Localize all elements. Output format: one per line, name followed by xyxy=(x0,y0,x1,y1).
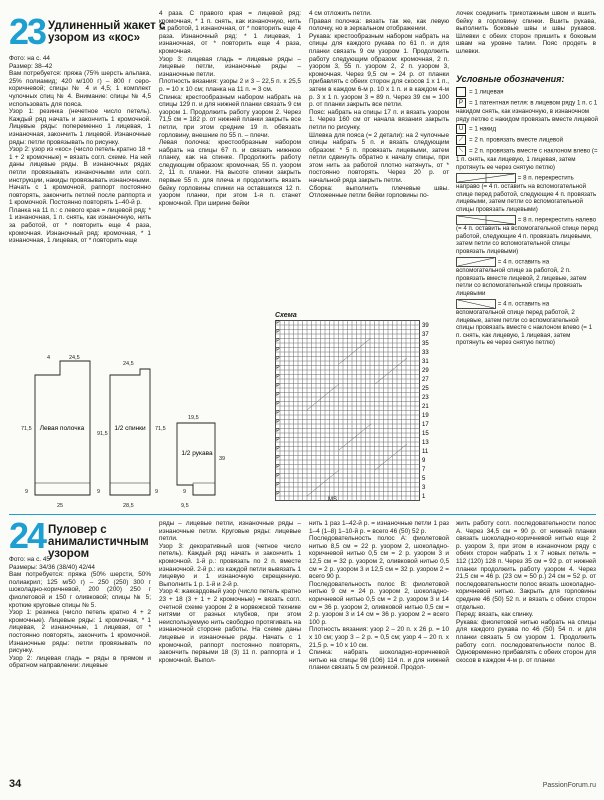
legend-text: = 2 п. провязать вместе лицевой xyxy=(469,136,564,144)
legend-text: = 1 лицевая xyxy=(469,88,504,96)
paragraph: нить 1 раз 1–42-й р. = изнаночные петли 1 раз 1–4 (1–8) 1–10-й р. = всего 46 (50) 52 р. xyxy=(309,520,449,535)
paragraph: лочек соединить трикотажным швом и вшить бейку в горловину спинки. Вшить рукава, выполнить боковые швы и швы рукавов. Шлевки с обеих сторон пришить к боковым швам на уровне талии. Пояс продеть в шлевки. xyxy=(456,10,596,55)
patent-stitch-mark: P xyxy=(276,464,280,471)
chart-row-number: 1 xyxy=(422,494,426,500)
paragraph: Спинка: крестообразным набором набрать на спицы 129 п. и для нижней планки связать 9 см узором 1. Продолжить работу узором 2. Через 71,5 см = 182 р. от нижней планки закрыть все петли, при этом средние 19 п. обвязать горловину, внешние по 55 п. – плечи. xyxy=(159,93,301,139)
patent-stitch-mark: P xyxy=(276,374,280,381)
paragraph: Правая полочка: вязать так же, как левую полочку, но в зеркальном отображении. xyxy=(309,17,449,33)
p24-col2 xyxy=(159,520,301,664)
paragraph: Вам потребуется: пряжа (50% шерсти, 50% полиакрил; 125 м/50 г) – 250 (250) 300 г шоколадно-коричневой, 200 (200) 250 г фиолетовой и 150 г оливковой; спицы № 5; кроткие круговые спицы № 5. xyxy=(9,571,151,609)
chart-row-number: 13 xyxy=(422,440,429,446)
chart-row-number: 23 xyxy=(422,395,429,401)
dim-label: 9,5 xyxy=(181,503,189,509)
paragraph: Фото: на с. 45 xyxy=(9,556,50,563)
chart-row-number: 17 xyxy=(422,422,429,428)
paragraph: Узор 2: лицевая гладь = ряды в прямом и обратном направлении: лицевые xyxy=(9,654,151,670)
chart-row-number: 9 xyxy=(422,458,426,464)
chart-row-number: 29 xyxy=(422,368,429,374)
legend-text: = 4 п. оставить на вспомогательной спице перед работой, 2 лицевые, затем петли со вспомогательной спицы провязать вместе с наклоном влево (= 1 п. снять, как лицевую, 1 лицевая, затем протянуть ее через снятую петлю) xyxy=(456,300,593,346)
patent-stitch-mark: P xyxy=(276,365,280,372)
patent-stitch-mark: P xyxy=(276,392,280,399)
paragraph: Последовательность полос А: фиолетовой нитью 8,5 см = 22 р. узором 2, шоколадно-коричневой нитью 0,5 см = 2 р. узором 3 и 12,5 см = 32 р. узором 2, оливковой нитью 0,5 см = 2 р. узором 3 и 12,5 см = 32 р. узором 2 = всего 90 р. xyxy=(309,535,449,581)
p23-col1 xyxy=(9,55,151,245)
dim-label: 4 xyxy=(47,355,51,361)
legend-item xyxy=(456,215,598,255)
patent-symbol-icon: P xyxy=(456,98,466,108)
paragraph: Рукава: крестообразным набором набрать на спицы для каждого рукава по 61 п. и для планки связать 9 см узором 1. Продолжить работу следующим образом: кромочная, 2 п. узором 3, 55 п. узором 2, 2 п. узором 3, кромочная. Через 9,5 см = 24 р. от планки прибавлять с обеих сторон для скосов 1 x 1 п., затем в каждом 6-м р. 10 x 1 п. и в каждом 4-м р. 3 x 1 п. узором 3 = 89 п. Через 39 см = 100 р. от планки закрыть все петли. xyxy=(309,32,449,109)
legend-item xyxy=(456,124,598,134)
patent-stitch-mark: P xyxy=(276,437,280,444)
chart-gridlines xyxy=(276,321,420,501)
legend-item xyxy=(456,87,598,97)
legend-item xyxy=(456,146,598,171)
patent-stitch-mark: P xyxy=(276,356,280,363)
p24-col3 xyxy=(309,520,449,672)
legend-item xyxy=(456,98,598,123)
legend-title: Условные обозначения: xyxy=(456,74,565,84)
patent-stitch-mark: P xyxy=(276,383,280,390)
patent-stitch-mark: P xyxy=(276,338,280,345)
paragraph: Перед: вязать, как спинку. xyxy=(456,611,534,619)
paragraph: Плотность вязания: узор 2 – 20 п. x 26 р. = 10 x 10 см; узор 3 – 2 р. = 0,5 см; узор 4 – 20 п. x 21,5 р. = 10 x 10 см. xyxy=(309,626,449,649)
p24-number: 24 xyxy=(9,515,46,556)
chart-row-number: 25 xyxy=(422,386,429,392)
patent-stitch-mark: P xyxy=(276,419,280,426)
p24-col4 xyxy=(456,520,596,664)
stitch-chart xyxy=(275,320,435,508)
patent-stitch-mark: P xyxy=(276,482,280,489)
chart-row-number: 7 xyxy=(422,467,426,473)
chart-row-number: 3 xyxy=(422,485,426,491)
cable-dec-left-symbol-icon xyxy=(456,299,496,309)
legend-text: = 8 п. перекрестить налево (= 4 п. оставить на вспомогательной спице перед работой, следующие 4 п. провязать лицевыми, затем петли со вспомогательной спицы провязать лицевыми) xyxy=(456,216,598,255)
legend xyxy=(456,74,598,347)
dim-label: 71,5 xyxy=(21,426,32,432)
chart-bottom-label: MS xyxy=(328,497,337,503)
paragraph: Левая полочка: крестообразным набором набрать на спицы 67 п. и связать нижнюю планку, как на спинке. Продолжить работу следующим образом: кромочная, 55 п. узором 2, 11 п. планки. На высоте спинки закрыть первые 55 п. для плеча и продолжить вязать бейку горловины спинки на оставшихся 12 п. узором планки, при этом 1-я п. станет кромочной. При ширине бейки xyxy=(159,139,301,207)
paragraph: Рукава: фиолетовой нитью набрать на спицы для каждого рукава по 46 (50) 54 п. и для планки связать 5 см узором 1. Продолжить работу согл. последовательности полос В. Одновременно прибавлять с обеих сторон для скосов в каждом 4-м р. от планки xyxy=(456,618,596,664)
dim-label: 9 xyxy=(183,489,187,495)
knit-symbol-icon xyxy=(456,87,466,97)
p23-col3 xyxy=(309,10,449,200)
paragraph: Узор 4: жаккардовый узор (число петель кратно 23 + 18 (3 + 1 + 2 кромочные) = вязать согл. счетной схеме узором 2 в норвежской технике нитями от разных клубков, при этом неиспользуемую нить свободно протягивать на изнаночной стороне работы. На схеме даны лицевые и изнаночные ряды. Начать с 1 кромочной, раппорт постоянно повторять, закончить первыми 18 (3) 11 п. раппорта и 1 кромочной. Выпол- xyxy=(159,588,301,664)
paragraph: Узор 1: резинка (нечетное число петель). Каждый ряд начать и закончить 1 кромочной. Лицевые ряды: попеременно 1 лицевая, 1 изнаночная, закончить 1 лицевой. Изнаночные ряды: петли провязывать по рисунку. xyxy=(9,108,151,146)
legend-list xyxy=(456,87,598,347)
dim-label: 9 xyxy=(155,489,159,495)
p23-col2 xyxy=(159,10,301,207)
p23-title: Удлиненный жакет с узором из «кос» xyxy=(48,20,166,44)
chart-row-number: 5 xyxy=(422,476,426,482)
p24-col1 xyxy=(9,556,151,670)
page-number: 34 xyxy=(9,778,22,790)
chart-row-number: 35 xyxy=(422,341,429,347)
paragraph: Планка на 11 п.: с левого края = лицевой ряд: * 1 изнаночная, 1 п. снять, как изнаночную, нить за работой, от * повторить еще 4 раза, кромочная. Изнаночный ряд: кромочная, * 1 изнаночная, 1 лицевая, от * повторить еще xyxy=(9,206,151,245)
patent-stitch-mark: P xyxy=(276,455,280,462)
paragraph: Вам потребуется: пряжа (75% шерсть альпака, 25% полиамид; 420 м/100 г) – 800 г серо-коричневой; спицы № 4 и 4,5; 1 комплект чулочных спиц № 4. Внимание: спицы № 4,5 использовать для пояса. xyxy=(9,70,151,108)
k2tog-symbol-icon: ⟋ xyxy=(456,135,466,145)
paragraph: ряды – лицевые петли, изнаночные ряды – изнаночные петли. Круговые ряды: лицевые петли. xyxy=(159,520,301,543)
legend-text: = 1 накид xyxy=(469,125,497,133)
dim-label: 91,5 xyxy=(97,431,108,437)
chart-row-number: 21 xyxy=(422,404,429,410)
patent-stitch-mark: P xyxy=(276,320,280,327)
paragraph: Плотность вязания: узоры 2 и 3 – 22,5 п. x 25,5 р. = 10 x 10 см; планка на 11 п. = 3 см. xyxy=(159,78,301,93)
paragraph: Фото: на с. 44 xyxy=(9,55,50,62)
paragraph: Узор 3: декоративный шов (четное число петель). Каждый ряд начать и закончить 1 кромочной. 1-й р.: провязать по 2 п. вместе изнаночной. 2-й р.: из каждой петли вывязать 1 лицевую и 1 изнаночную скрещенную. Выполнить 1 р. 1-й и 2-й р. xyxy=(159,542,301,588)
paragraph: Пояс: набрать на спицы 17 п. и вязать узором 1. Через 160 см от начала вязания закрыть петли по рисунку. xyxy=(309,108,449,131)
chart-row-numbers xyxy=(422,323,429,500)
p23-col4 xyxy=(456,10,596,56)
cable-dec-right-symbol-icon xyxy=(456,257,496,267)
back-hem xyxy=(110,483,150,495)
left-panel-label: Левая полочка xyxy=(39,425,85,432)
section-divider xyxy=(9,514,596,515)
paragraph: Последовательность полос В: фиолетовой нитью 9 см = 24 р. узором 2, шоколадно-коричневой нитью 0,5 см = 2 р. узором 3 и 14 см = 36 р. узором 2, оливковой нитью 0,5 см = 2 р. узором 3 и 14 см = 36 р. узором 2 = всего 100 р. xyxy=(309,580,449,626)
paragraph: Узор 1: резинка (число петель кратно 4 + 2 кромочные). Лицевые ряды: 1 кромочная, * 1 лицевая, 2 изнаночные, 1 лицевая, от * постоянно повторять, закончить 1 кромочной. Изнаночные ряды: петли провязывать по рисунку. xyxy=(9,609,151,655)
paragraph: Спинка: набрать шоколадно-коричневой нитью на спицы 98 (106) 114 п. и для нижней планки связать 5 см резинкой. Продол- xyxy=(309,649,449,672)
paragraph: 4 раза. С правого края = лицевой ряд: кромочная, * 1 п. снять, как изнаночную, нить за работой, 1 изнаночная, от * повторить еще 4 раза. Изнаночный ряд: * 1 лицевая, 1 изнаночная, от * повторить еще 4 раза, кромочная. xyxy=(159,10,301,55)
garment-schematic xyxy=(5,355,275,515)
dim-label: 39 xyxy=(219,456,226,462)
legend-text: = 4 п. оставить на вспомогательной спице за работой, 2 п. провязать вместе лицевой, 2 лицевые, затем петли со вспомогательной спицы провязать лицевыми xyxy=(456,258,587,297)
paragraph: жить работу согл. последовательности полос А. Через 34,5 см = 90 р. от нижней планки связать шоколадно-коричневой нитью еще 2 р. узором 3, при этом в изнаночном ряду с обеих сторон набрать 1 x 7 новых петель = 112 (120) 128 п. Через 35 см = 92 р. от нижней планки продолжить работу узором 4. Через 21,5 см = 46 р. (23 см = 50 р.) 24 см = 52 р. от последовательности полос вязать шоколадно-коричневой нитью. Закрыть для горловины средние 46 (50) 52 п. и вязать с обеих сторон отдельно. xyxy=(456,520,596,611)
dim-label: 19,5 xyxy=(188,415,199,421)
yarn-over-symbol-icon: U xyxy=(456,124,466,134)
left-panel-hem xyxy=(35,483,90,495)
sleeve-cuff xyxy=(193,483,215,495)
chart-row-number: 37 xyxy=(422,332,429,338)
paragraph: Узор 2: узор из «кос» (число петель кратно 18 + 1 + 2 кромочные) = вязать согл. схеме. На ней даны лицевые ряды. В изнаночных рядах петли провязывать изнаночными или согл. инструкции, накиды провязывать изнаночными. Начать с 1 кромочной, раппорт постоянно повторять, закончить петлей после раппорта и 1 кромочной. Постоянно повторять 1–40-й р. xyxy=(9,146,151,207)
dim-label: 71,5 xyxy=(155,426,166,432)
patent-stitch-mark: P xyxy=(276,446,280,453)
chart-row-number: 39 xyxy=(422,323,429,329)
paragraph: Узор 3: лицевая гладь = лицевые ряды – лицевые петли, изнаночные ряды – изнаночные петли. xyxy=(159,55,301,78)
dim-label: 25 xyxy=(57,503,64,509)
dim-label: 24,5 xyxy=(69,355,80,361)
patent-stitch-mark: P xyxy=(276,401,280,408)
source-label: PassionForum.ru xyxy=(542,782,596,789)
chart-row-number: 31 xyxy=(422,359,429,365)
patent-stitch-mark: P xyxy=(276,473,280,480)
paragraph: Размеры: 34/36 (38/40) 42/44 xyxy=(9,563,95,571)
patent-stitch-mark: P xyxy=(276,491,280,498)
back-label: 1/2 спинки xyxy=(114,425,146,432)
legend-item xyxy=(456,173,598,213)
back-shape xyxy=(110,369,150,495)
paragraph: 4 см отложить петли. xyxy=(309,10,372,17)
legend-text: = 8 п. перекрестить направо (= 4 п. оставить на вспомогательной спице перед работой, следующие 4 п. провязать лицевыми, затем петли со вспомогательной спицы провязать лицевыми) xyxy=(456,174,597,213)
cable-right-symbol-icon xyxy=(456,173,516,183)
cable-left-symbol-icon xyxy=(456,215,516,225)
patent-stitch-mark: P xyxy=(276,410,280,417)
chart-row-number: 19 xyxy=(422,413,429,419)
legend-item xyxy=(456,257,598,297)
chart-row-number: 33 xyxy=(422,350,429,356)
legend-item xyxy=(456,135,598,145)
p24-title: Пуловер с анималистичным узором xyxy=(48,524,149,560)
legend-item xyxy=(456,299,598,347)
p24-header xyxy=(9,515,159,560)
dim-label: 9 xyxy=(97,489,101,495)
chart-row-number: 15 xyxy=(422,431,429,437)
chart-row-number: 27 xyxy=(422,377,429,383)
chart-title: Схема xyxy=(275,312,297,319)
ssk-symbol-icon: ⟍ xyxy=(456,146,466,156)
paragraph: Шлевка для пояса (= 2 детали): на 2 чулочные спицы набрать 5 п. и вязать следующим образом: * 5 п. провязать лицевыми, затем петли сдвинуть обратно к началу спицы, при этом нить за работой плотно натянуть, от * постоянно повторять. Через 20 р. от начальной ряда закрыть петли. xyxy=(309,131,449,185)
paragraph: Размер: 38–42 xyxy=(9,62,53,70)
legend-text: = 2 п. провязать вместе с наклоном влево (= 1 п. снять, как лицевую, 1 лицевая, затем протянуть ее через снятую петлю) xyxy=(456,147,598,171)
p23-number: 23 xyxy=(9,11,46,52)
patent-stitch-mark: P xyxy=(276,428,280,435)
dim-label: 9 xyxy=(25,489,29,495)
patent-stitch-mark: P xyxy=(276,347,280,354)
paragraph: Сборка: выполнить плечевые швы. Отложенные петли бейки горловины по- xyxy=(309,184,449,200)
sleeve-label: 1/2 рукава xyxy=(181,450,213,457)
dim-label: 24,5 xyxy=(123,361,134,367)
dim-label: 28,5 xyxy=(123,503,134,509)
patent-stitch-mark: P xyxy=(276,329,280,336)
legend-text: = 1 патентная петля: в лицевом ряду 1 п. с 1 накидом снять, как изнаночную, в изнаночном ряду петлю с накидом провязать вместе лицевой xyxy=(456,99,599,123)
chart-row-number: 11 xyxy=(422,449,429,455)
sleeve-shape xyxy=(177,423,215,495)
